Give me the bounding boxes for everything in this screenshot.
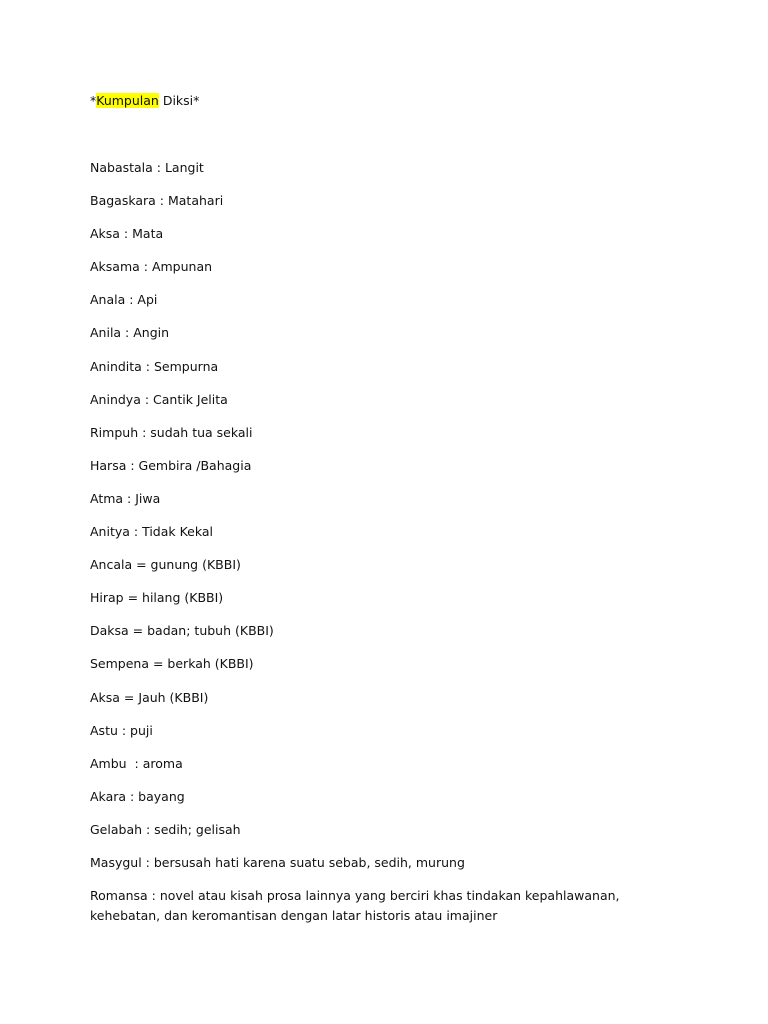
document-title <box>90 92 199 110</box>
diction-entry: Anila : Angin <box>90 325 170 341</box>
diction-entry: Gelabah : sedih; gelisah <box>90 821 241 837</box>
diction-entry: Ancala = gunung (KBBI) <box>90 557 241 573</box>
diction-entry: Atma : Jiwa <box>90 490 161 506</box>
diction-list <box>90 158 690 939</box>
diction-entry: Sempena = berkah (KBBI) <box>90 656 254 672</box>
diction-entry: Astu : puji <box>90 722 153 738</box>
diction-entry: Ambu : aroma <box>90 755 183 771</box>
diction-entry: Aksa = Jauh (KBBI) <box>90 689 209 705</box>
diction-entry: Bagaskara : Matahari <box>90 193 224 209</box>
diction-entry: Aksama : Ampunan <box>90 259 213 275</box>
diction-entry: Rimpuh : sudah tua sekali <box>90 424 253 440</box>
diction-entry: Anitya : Tidak Kekal <box>90 524 214 540</box>
diction-entry: Anindya : Cantik Jelita <box>90 391 228 407</box>
diction-entry: Harsa : Gembira /Bahagia <box>90 457 252 473</box>
diction-entry: Aksa : Mata <box>90 226 164 242</box>
diction-entry: Akara : bayang <box>90 788 185 804</box>
diction-entry: Hirap = hilang (KBBI) <box>90 590 224 606</box>
diction-entry: Anala : Api <box>90 292 158 308</box>
diction-entry: Romansa : novel atau kisah prosa lainnya yang berciri khas tindakan kepahlawanan, kehebatan, dan keromantisan dengan latar historis atau imajiner <box>90 888 624 924</box>
title-suffix: Diksi* <box>158 93 200 108</box>
diction-entry: Anindita : Sempurna <box>90 358 219 374</box>
title-highlighted-word: Kumpulan <box>96 93 159 108</box>
diction-entry: Daksa = badan; tubuh (KBBI) <box>90 623 274 639</box>
diction-entry: Nabastala : Langit <box>90 160 204 175</box>
title-prefix: * <box>90 93 97 108</box>
diction-entry: Masygul : bersusah hati karena suatu sebab, sedih, murung <box>90 854 465 870</box>
